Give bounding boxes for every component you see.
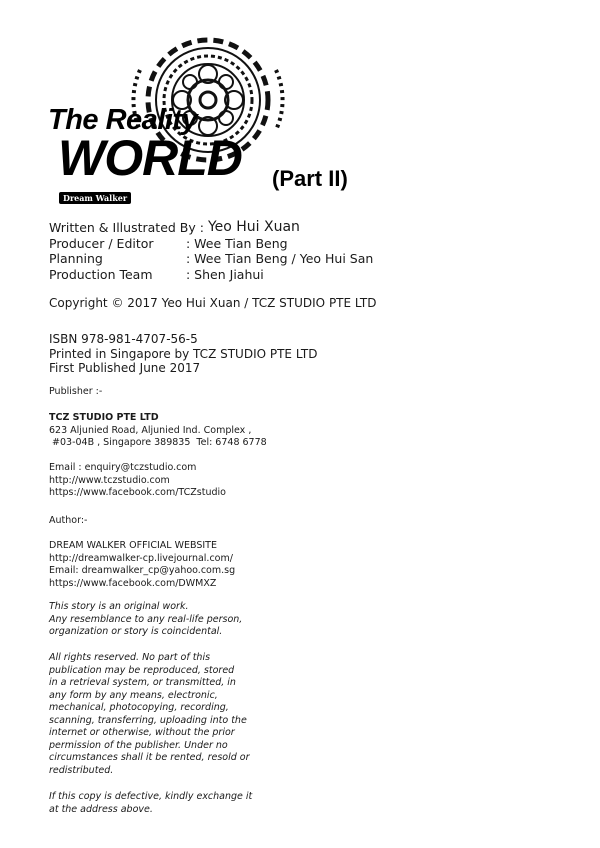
planning-value: : Wee Tian Beng / Yeo Hui San	[186, 251, 374, 266]
rights-line: scanning, transferring, uploading into the	[49, 714, 247, 726]
disclaimer-line: organization or story is coincidental.	[49, 626, 223, 637]
rights-line: in a retrieval system, or transmitted, in	[49, 677, 236, 688]
rights-line: mechanical, photocopying, recording,	[49, 702, 229, 713]
publisher-email[interactable]: Email : enquiry@tczstudio.com	[49, 462, 197, 473]
rights-line: publication may be reproduced, stored	[49, 664, 235, 676]
producer-label: Producer / Editor	[49, 235, 154, 251]
author-facebook[interactable]: https://www.facebook.com/DWMXZ	[49, 577, 217, 589]
defective-line: If this copy is defective, kindly exchange it	[49, 791, 253, 802]
publisher-website[interactable]: http://www.tczstudio.com	[49, 474, 170, 486]
publisher-name: TCZ STUDIO PTE LTD	[49, 412, 159, 423]
written-label: Written & Illustrated By :	[49, 220, 204, 235]
author-label: Author:-	[49, 515, 88, 526]
rights-line: All rights reserved. No part of this	[49, 652, 211, 663]
printed-line: Printed in Singapore by TCZ STUDIO PTE LTD	[49, 346, 318, 361]
disclaimer-line: Any resemblance to any real-life person,	[49, 613, 243, 625]
logo-part-label: (Part II)	[272, 166, 348, 191]
logo-title-line2: WORLD	[58, 130, 242, 186]
publisher-address-2: #03-04B , Singapore 389835 Tel: 6748 6778	[49, 437, 267, 448]
disclaimer-original	[49, 601, 242, 639]
rights-line: circumstances shall it be rented, resold or	[49, 752, 250, 763]
logo-title-line1: The Reality	[48, 104, 198, 136]
rights-line: internet or otherwise, without the prior	[49, 727, 235, 738]
written-value: Yeo Hui Xuan	[207, 219, 300, 235]
credits-block	[49, 220, 373, 282]
author-site-title: DREAM WALKER OFFICIAL WEBSITE	[49, 540, 217, 551]
defective-line: at the address above.	[49, 803, 153, 815]
planning-label: Planning	[49, 251, 103, 266]
rights-line: any form by any means, electronic,	[49, 689, 218, 701]
rights-line: redistributed.	[49, 764, 114, 776]
team-value: : Shen Jiahui	[186, 266, 264, 282]
brand-tag: Dream Walker	[59, 192, 131, 204]
publisher-address-1: 623 Aljunied Road, Aljunied Ind. Complex ,	[49, 424, 252, 436]
published-line: First Published June 2017	[49, 361, 201, 375]
author-site[interactable]: http://dreamwalker-cp.livejournal.com/	[49, 552, 233, 564]
disclaimer-rights	[49, 652, 250, 777]
publisher-block	[49, 412, 267, 450]
copyright-line: Copyright © 2017 Yeo Hui Xuan / TCZ STUDIO PTE LTD	[49, 296, 377, 310]
publisher-contact	[49, 462, 226, 500]
publisher-facebook[interactable]: https://www.facebook.com/TCZstudio	[49, 487, 226, 498]
producer-value: : Wee Tian Beng	[186, 235, 288, 251]
author-block	[49, 540, 235, 590]
isbn-block	[49, 332, 317, 376]
rights-line: permission of the publisher. Under no	[49, 739, 228, 751]
disclaimer-defective	[49, 791, 252, 816]
isbn-line: ISBN 978-981-4707-56-5	[49, 332, 198, 346]
publisher-label: Publisher :-	[49, 386, 103, 397]
team-label: Production Team	[49, 266, 153, 282]
disclaimer-line: This story is an original work.	[49, 601, 189, 612]
author-email[interactable]: Email: dreamwalker_cp@yahoo.com.sg	[49, 565, 236, 576]
